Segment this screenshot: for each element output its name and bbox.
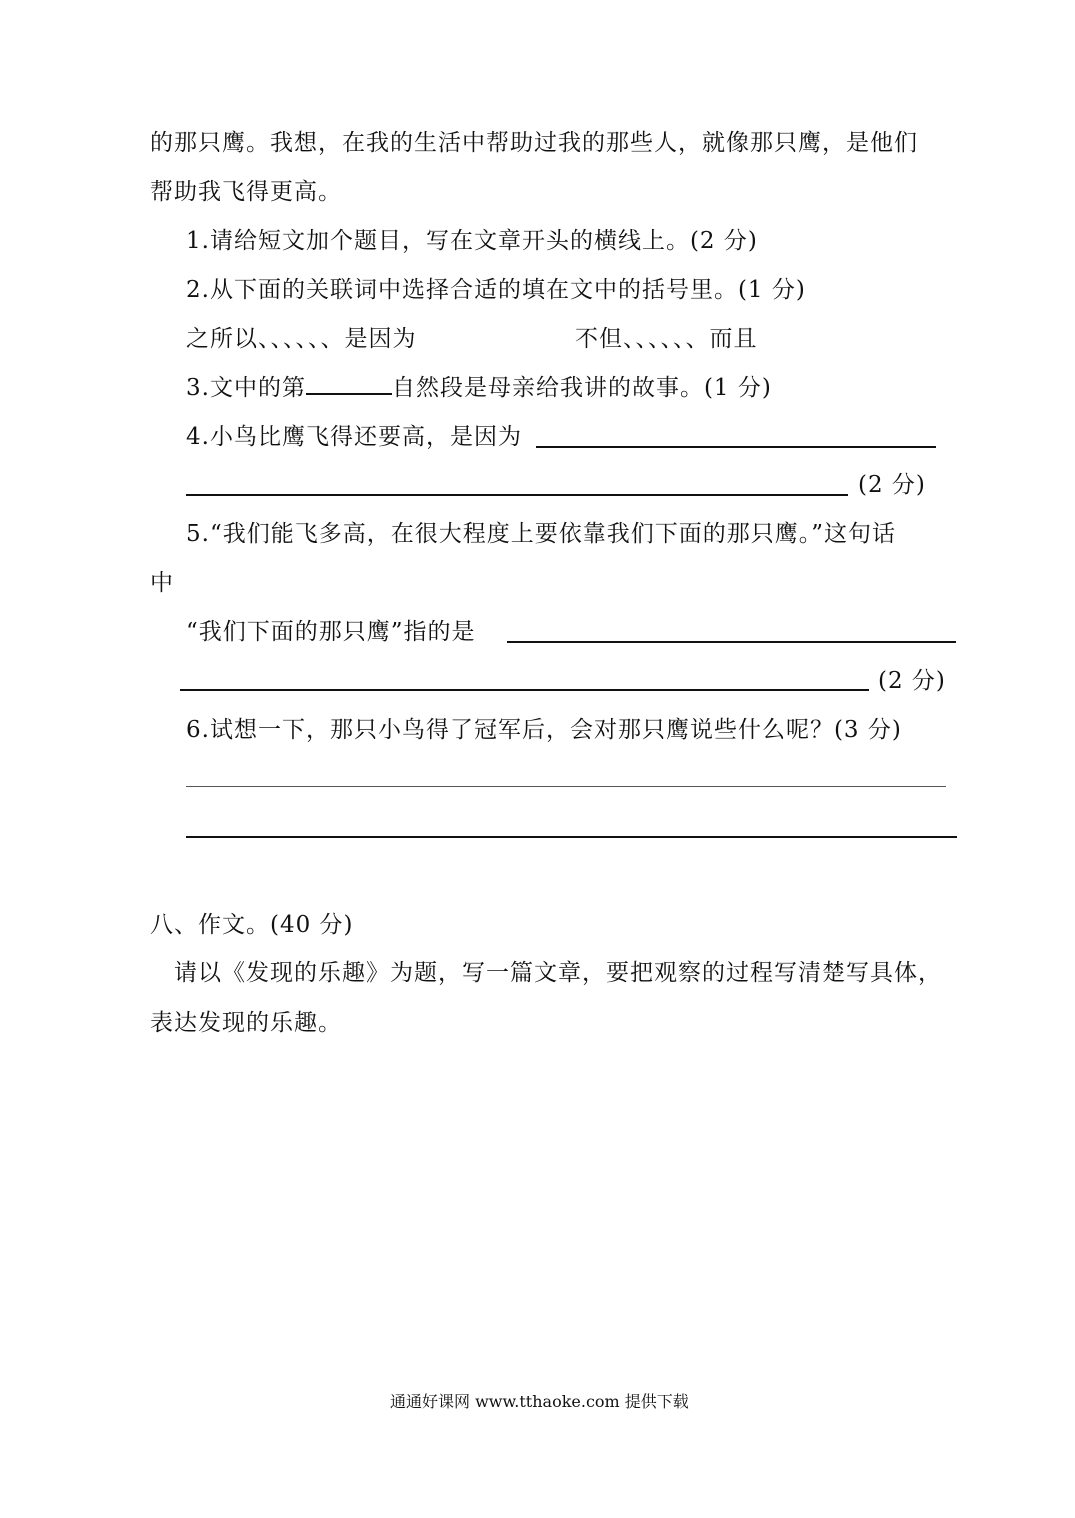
- passage-line-1: 的那只鹰。我想，在我的生活中帮助过我的那些人，就像那只鹰，是他们: [150, 130, 918, 156]
- question-4: 4.小鸟比鹰飞得还要高，是因为: [186, 424, 522, 450]
- question-2-option-a: 之所以、、、、、、是因为: [186, 326, 417, 352]
- question-5-answer-line-1[interactable]: [507, 641, 956, 643]
- question-3-prefix: 3.文中的第: [186, 375, 306, 401]
- question-1: 1.请给短文加个题目，写在文章开头的横线上。(2 分): [186, 228, 758, 254]
- question-3-suffix: 自然段是母亲给我讲的故事。(1 分): [391, 375, 772, 401]
- question-3: [186, 373, 772, 403]
- question-4-points: (2 分): [858, 472, 926, 498]
- question-6: 6.试想一下，那只小鸟得了冠军后，会对那只鹰说些什么呢？(3 分): [186, 717, 902, 743]
- question-2-option-b: 不但、、、、、、而且: [575, 326, 758, 352]
- question-4-answer-line-1[interactable]: [536, 446, 936, 448]
- page-footer: 通通好课网 www.tthaoke.com 提供下载: [390, 1392, 689, 1411]
- question-5-points: (2 分): [878, 668, 946, 694]
- question-6-answer-line-2[interactable]: [186, 836, 957, 838]
- question-5-line-1: 5.“我们能飞多高，在很大程度上要依靠我们下面的那只鹰。”这句话: [186, 521, 896, 547]
- question-2: 2.从下面的关联词中选择合适的填在文中的括号里。(1 分): [186, 277, 806, 303]
- question-6-answer-line-1[interactable]: [186, 786, 946, 787]
- composition-prompt-line-1: 请以《发现的乐趣》为题，写一篇文章，要把观察的过程写清楚写具体，: [174, 960, 942, 986]
- passage-line-2: 帮助我飞得更高。: [150, 179, 342, 205]
- composition-prompt-line-2: 表达发现的乐趣。: [150, 1010, 342, 1036]
- question-5-line-3: “我们下面的那只鹰”指的是: [186, 619, 476, 645]
- composition-heading: 八、作文。(40 分): [150, 912, 354, 938]
- question-5-answer-line-2[interactable]: [180, 689, 869, 691]
- question-5-line-2: 中: [150, 570, 174, 596]
- question-4-answer-line-2[interactable]: [186, 494, 848, 496]
- question-3-blank[interactable]: [306, 373, 392, 395]
